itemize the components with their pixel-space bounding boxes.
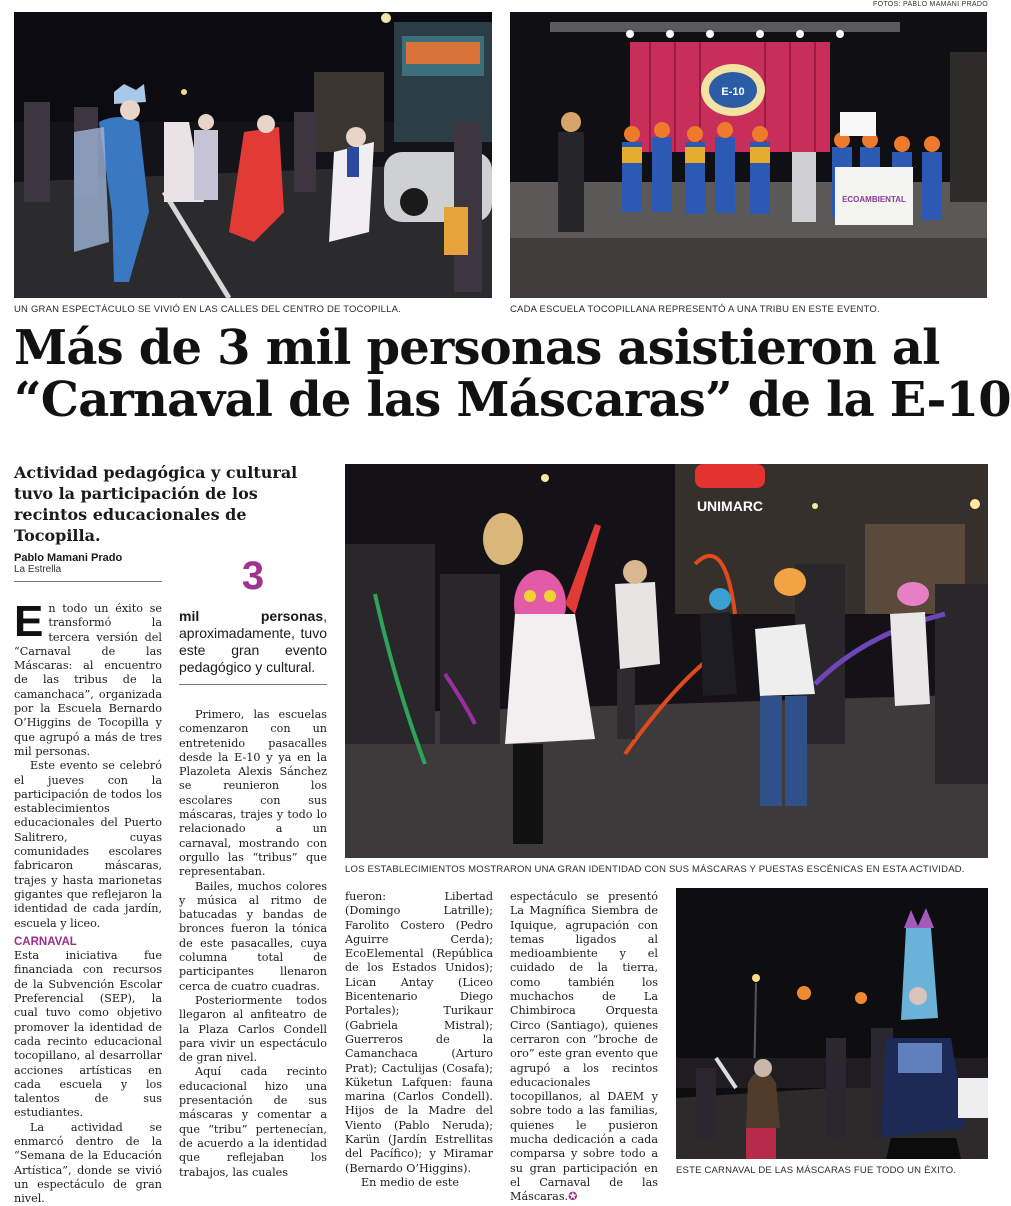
headline-line-2: “Carnaval de las Máscaras” de la E-10 [14, 372, 1011, 428]
article-paragraph: La actividad se enmarcó dentro de la “Semana de la Educación Artística”, donde se vivió un espectáculo de gran nivel. [14, 1120, 162, 1206]
store-sign-text: UNIMARC [696, 498, 764, 514]
article-paragraph: En medio de este [361, 1175, 460, 1189]
end-mark-icon: ✪ [568, 1190, 578, 1204]
byline-outlet: La Estrella [14, 564, 62, 575]
byline [14, 552, 162, 582]
dropcap: E [14, 597, 44, 646]
article-paragraph: fueron: Libertad (Domingo Latrille); Farolito Costero (Pedro Aguirre Cerda); EcoElemental (República de los Estados Unidos); Lican Antay (Liceo Bicentenario Diego Portales); Turikaur (Gabriela Mistral); Guerreros de la Camanchaca (Arturo Prat); Cactulijas (Cosafa); Küketun Lafquen: fauna marina (Carlos Condell). Hijos de la Madre del Viento (Pablo Neruda); Karün (Jardín Estrellitas del Pacífico); y Miramar (Bernardo O’Higgins). [345, 890, 493, 1175]
stat-callout [179, 552, 327, 685]
article-column-2 [179, 708, 327, 1180]
article-column-4 [510, 890, 658, 1205]
stat-text [179, 608, 327, 676]
article-column-3 [345, 890, 493, 1190]
headline [14, 320, 1011, 428]
stat-bold: mil personas [179, 608, 324, 624]
stat-rule [179, 684, 327, 685]
article-paragraph: Posteriormente todos llegaron al anfiteatro de la Plaza Carlos Condell para vivir un espectáculo de gran nivel. [179, 993, 327, 1065]
section-subtitle: CARNAVAL [14, 935, 77, 948]
stat-rest: , aproximadamente, tuvo este gran evento pedagógico y cultural. [179, 608, 327, 675]
headline-line-1: Más de 3 mil personas asistieron al [14, 320, 940, 376]
subhead: Actividad pedagógica y cultural tuvo la participación de los recintos educacionales de Tocopilla. [14, 463, 298, 545]
caption-street-parade: UN GRAN ESPECTÁCULO SE VIVIÓ EN LAS CALLES DEL CENTRO DE TOCOPILLA. [14, 304, 401, 315]
caption-night-parade: LOS ESTABLECIMIENTOS MOSTRARON UNA GRAN IDENTIDAD CON SUS MÁSCARAS Y PUESTAS ESCÉNICAS EN ESTA ACTIVIDAD. [345, 864, 965, 875]
byline-author: Pablo Mamani Prado [14, 552, 123, 564]
stat-number: 3 [241, 554, 265, 598]
article-paragraph: Bailes, muchos colores y música al ritmo de batucadas y bandas de bronces fueron la tónica de este pasacalles, cuya columna total de participantes llenaron cerca de cuatro cuadras. [179, 879, 327, 993]
photo-street-parade [14, 12, 492, 298]
stage-logo-text: E-10 [721, 86, 745, 98]
paragraph-text: n todo un éxito se transformó la tercera versión del “Carnaval de las Máscaras: al encuentro de las tribus de la camanchaca”, organizada por la Escuela Bernardo O’Higgins de Tocopilla y que agrupó a más de tres mil personas. [14, 602, 162, 758]
article-paragraph: Primero, las escuelas comenzaron con un entretenido pasacalles desde la E-10 y ya en la Plazoleta Alexis Sánchez se reunieron los escolares con sus máscaras, trajes y todo lo relacionado a un carnaval, mostrando con orgullo las “tribus” que representaban. [179, 708, 327, 879]
caption-carnival-night: ESTE CARNAVAL DE LAS MÁSCARAS FUE TODO UN ÉXITO. [676, 1165, 957, 1176]
photo-credit: FOTOS: PABLO MAMANI PRADO [873, 1, 988, 8]
article-paragraph: Este evento se celebró el jueves con la participación de todos los establecimientos educacionales del Puerto Salitrero, cuyas comunidades escolares fabricaron máscaras, trajes y hasta marionetas gigantes que reflejaron la identidad de cada jardín, escuela y liceo. [14, 759, 162, 930]
paragraph-text: espectáculo se presentó La Magnífica Siembra de Iquique, agrupación con temas ligados al medioambiente y el cuidado de la tierra, como también los muchachos de La Chimbiroca Orquesta Circo (Santiago), quienes cerraron con “broche de oro” este gran evento que agrupó a los recintos educacionales tocopillanos, al DAEM y sobre todo a las familias, quienes le pusieron mucha dedicación a cada comparsa y sobre todo a su gran participación en el Carnaval de las Máscaras. [510, 890, 658, 1204]
article-paragraph [14, 597, 162, 759]
article-paragraph [510, 890, 658, 1205]
article-paragraph: Esta iniciativa fue financiada con recursos de la Subvención Escolar Preferencial (SEP), la cual tuvo como objetivo promover la identidad de cada recinto educacional tocopillano, al desarrollar acciones artísticas en cada escuela y los talentos de sus estudiantes. [14, 949, 162, 1120]
article-column-1 [14, 597, 162, 1206]
caption-stage: CADA ESCUELA TOCOPILLANA REPRESENTÓ A UNA TRIBU EN ESTE EVENTO. [510, 304, 880, 315]
article-paragraph: Aquí cada recinto educacional hizo una presentación de sus máscaras y comentar a que “tribu” pertenecían, de acuerdo a la identidad que reflejaban los trabajos, las cuales [179, 1065, 327, 1179]
stage-banner-text: ECOAMBIENTAL [842, 195, 906, 204]
photo-stage [510, 12, 987, 298]
photo-night-parade [345, 464, 988, 858]
photo-carnival-night [676, 888, 988, 1159]
